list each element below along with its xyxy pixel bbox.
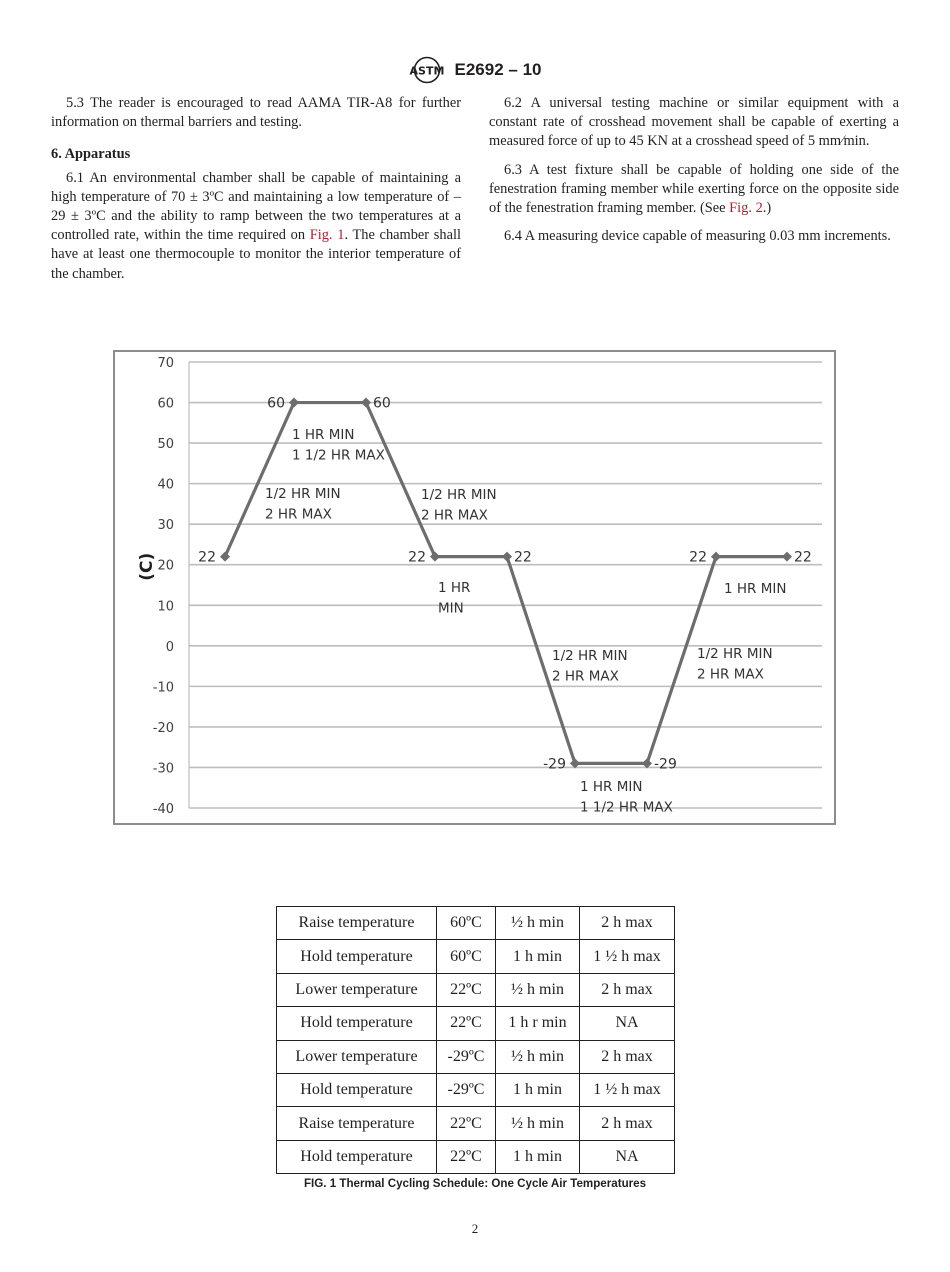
- fig-1-link[interactable]: Fig. 1: [309, 227, 345, 244]
- y-tick-label: 0: [165, 639, 174, 655]
- data-point-marker: [502, 552, 512, 562]
- data-point-label: 22: [408, 549, 426, 566]
- table-cell: -29ºC: [437, 1040, 496, 1073]
- chart-annotation: 1/2 HR MIN: [552, 648, 628, 664]
- section-heading-apparatus: 6. Apparatus: [51, 146, 131, 163]
- data-point-label: 22: [514, 549, 532, 566]
- table-row: [277, 1007, 675, 1040]
- data-point-label: -29: [543, 756, 566, 773]
- table-cell: Raise temperature: [277, 1107, 437, 1140]
- y-tick-label: 70: [157, 356, 174, 371]
- table-row: [277, 1040, 675, 1073]
- data-point-marker: [711, 552, 721, 562]
- y-tick-label: -10: [152, 680, 174, 696]
- table-cell: NA: [580, 1140, 675, 1173]
- chart-annotation: MIN: [438, 600, 464, 617]
- table-row: [277, 907, 675, 940]
- data-point-label: -29: [654, 756, 677, 773]
- chart-annotation: 1 1/2 HR MAX: [292, 447, 385, 464]
- page-header: [0, 56, 950, 84]
- data-point-marker: [782, 552, 792, 562]
- table-cell: 60ºC: [437, 940, 496, 973]
- data-point-label: 22: [198, 549, 216, 566]
- table-cell: 1 ½ h max: [580, 940, 675, 973]
- y-tick-label: 20: [157, 558, 174, 574]
- chart-annotation: 2 HR MAX: [552, 668, 619, 685]
- standard-code: E2692 – 10: [454, 60, 542, 79]
- paragraph-6-1-text-end: . The chamber shall have at least one thermocouple to monitor the interior temperature of the chamber.: [51, 227, 461, 282]
- data-point-marker: [220, 552, 230, 562]
- table-cell: 1 h min: [496, 940, 580, 973]
- data-point-marker: [361, 398, 371, 408]
- page-number: 2: [471, 1221, 479, 1236]
- y-tick-label: 50: [157, 437, 174, 453]
- data-point-marker: [430, 552, 440, 562]
- table-cell: 22ºC: [437, 973, 496, 1006]
- right-column: [489, 94, 899, 246]
- table-cell: ½ h min: [496, 907, 580, 940]
- chart-annotation: 1 HR MIN: [580, 779, 643, 795]
- chart-annotation: 1 HR MIN: [292, 427, 355, 443]
- paragraph-6-2: 6.2 A universal testing machine or similar equipment with a constant rate of crosshead movement shall be capable of exerting a measured force of up to 45 KN at a crosshead speed of 5 mm⁄min.: [489, 95, 899, 150]
- chart-annotation: 1/2 HR MIN: [265, 486, 341, 502]
- table-row: [277, 1073, 675, 1106]
- table-cell: Lower temperature: [277, 973, 437, 1006]
- table-cell: 1 h min: [496, 1140, 580, 1173]
- table-cell: 22ºC: [437, 1107, 496, 1140]
- table-row: [277, 1107, 675, 1140]
- y-tick-label: 40: [157, 477, 174, 493]
- table-cell: Lower temperature: [277, 1040, 437, 1073]
- table-cell: 2 h max: [580, 973, 675, 1006]
- table-cell: ½ h min: [496, 973, 580, 1006]
- paragraph-6-4: 6.4 A measuring device capable of measuring 0.03 mm increments.: [504, 228, 891, 245]
- chart-annotation: 1 HR: [438, 580, 471, 596]
- chart-plot: [115, 352, 834, 823]
- data-point-marker: [289, 398, 299, 408]
- chart-annotation: 1/2 HR MIN: [421, 487, 497, 503]
- paragraph-6-3-text: 6.3 A test fixture shall be capable of holding one side of the fenestration framing member while exerting force on the opposite side of the fenestration framing member. (See: [489, 161, 899, 217]
- astm-logo-icon: [409, 56, 445, 84]
- schedule-table: [276, 906, 675, 1174]
- table-cell: 22ºC: [437, 1007, 496, 1040]
- data-point-label: 60: [267, 395, 285, 412]
- table-cell: 2 h max: [580, 1040, 675, 1073]
- fig-2-link[interactable]: Fig. 2: [729, 200, 763, 217]
- y-tick-label: -30: [152, 761, 174, 777]
- paragraph-6-1: [51, 169, 461, 284]
- y-tick-label: -20: [152, 720, 174, 736]
- table-cell: ½ h min: [496, 1107, 580, 1140]
- chart-annotation: 2 HR MAX: [697, 666, 764, 683]
- table-cell: 2 h max: [580, 907, 675, 940]
- chart-annotation: 2 HR MAX: [265, 506, 332, 523]
- table-cell: Hold temperature: [277, 1007, 437, 1040]
- chart-annotation: 1 HR MIN: [724, 581, 787, 597]
- y-tick-label: -40: [152, 802, 174, 817]
- table-row: [277, 973, 675, 1006]
- left-column: [51, 94, 461, 284]
- table-row: [277, 1140, 675, 1173]
- table-cell: Raise temperature: [277, 907, 437, 940]
- table-cell: 1 h r min: [496, 1007, 580, 1040]
- svg-text:ASTM: ASTM: [409, 64, 444, 78]
- table-cell: -29ºC: [437, 1073, 496, 1106]
- table-cell: Hold temperature: [277, 940, 437, 973]
- chart-annotation: 1 1/2 HR MAX: [580, 799, 673, 816]
- chart-annotation: 2 HR MAX: [421, 507, 488, 524]
- table-cell: NA: [580, 1007, 675, 1040]
- data-point-label: 22: [794, 549, 812, 566]
- table-cell: ½ h min: [496, 1040, 580, 1073]
- y-tick-label: 30: [157, 518, 174, 534]
- table-cell: 22ºC: [437, 1140, 496, 1173]
- paragraph-6-3-text-end: .): [762, 200, 772, 217]
- table-cell: Hold temperature: [277, 1140, 437, 1173]
- table-cell: 60ºC: [437, 907, 496, 940]
- table-cell: 2 h max: [580, 1107, 675, 1140]
- data-point-label: 60: [373, 395, 391, 412]
- paragraph-5-3: 5.3 The reader is encouraged to read AAMA TIR-A8 for further information on thermal barriers and testing.: [51, 95, 461, 131]
- data-point-label: 22: [689, 549, 707, 566]
- thermal-cycle-chart: [113, 350, 836, 825]
- paragraph-6-1-text: 6.1 An environmental chamber shall be capable of maintaining a high temperature of 70 ± 3ºC and maintaining a low temperature of –29 ± 3ºC and the ability to ramp between the two temperatures at a controlled rate, within the time required on: [51, 169, 461, 244]
- figure-caption: FIG. 1 Thermal Cycling Schedule: One Cycle Air Temperatures: [303, 1177, 647, 1190]
- table-cell: Hold temperature: [277, 1073, 437, 1106]
- table-row: [277, 940, 675, 973]
- y-axis-label: (C): [137, 552, 157, 581]
- y-tick-label: 10: [157, 599, 174, 615]
- chart-annotation: 1/2 HR MIN: [697, 646, 773, 662]
- paragraph-6-3: [489, 161, 899, 219]
- table-cell: 1 ½ h max: [580, 1073, 675, 1106]
- table-cell: 1 h min: [496, 1073, 580, 1106]
- y-tick-label: 60: [157, 396, 174, 412]
